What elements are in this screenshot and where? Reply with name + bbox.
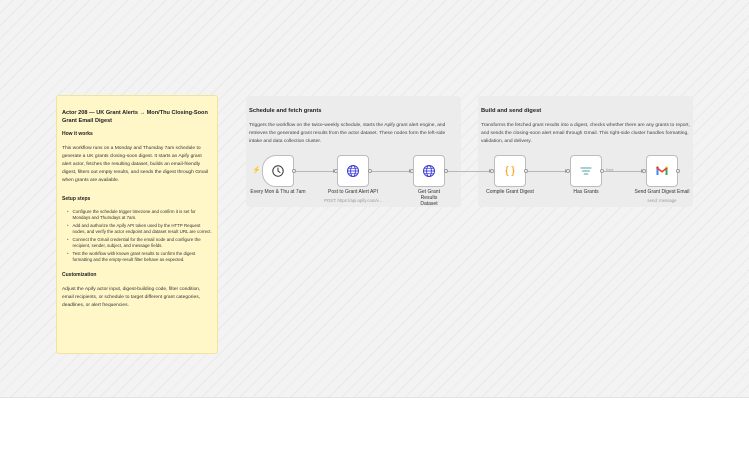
node-get-grant-results[interactable] [413,155,445,187]
filter-icon [579,164,593,178]
note-how-heading: How it works [62,131,93,138]
output-port[interactable] [444,169,448,173]
globe-icon [346,164,360,178]
note-setup-heading: Setup steps [62,195,91,202]
connection-line[interactable] [528,171,566,172]
code-braces-icon [503,164,517,178]
connection-line[interactable] [372,171,410,172]
node-sublabel: POST: https://api.apify.com/v... [323,198,383,203]
connection-line[interactable] [448,171,490,172]
note-how-text: This workflow runs on a Monday and Thursday 7am schedule to generate a UK grants closing-soon digest. It starts an Apify grant alert actor, fetches the resulting dataset, builds an email-friendly digest, filters out empty results, and sends the digest through Gmail when grants are available. [62,145,208,183]
output-port[interactable] [524,169,528,173]
node-label: Compile Grant Digest [486,189,534,195]
setup-step: • Add and authorize the Apify API token used by the HTTP Request nodes, and verify the actor endpoint and dataset result URL are correct. [72,223,212,234]
node-label: Every Mon & Thu at 7am [250,189,306,195]
node-post-grant-alert-api[interactable] [337,155,369,187]
connection-line[interactable] [296,171,334,172]
note-custom-heading: Customization [62,272,97,279]
note-title: Actor 208 — UK Grant Alerts → Mon/Thu Closing-Soon Grant Email Digest [62,110,208,124]
clock-icon [271,164,285,178]
group-title: Build and send digest [481,108,542,114]
globe-icon [422,164,436,178]
gmail-icon [655,164,669,178]
output-port[interactable] [292,169,296,173]
output-port[interactable] [676,169,680,173]
group-description: Transforms the fetched grant results into a digest, checks whether there are any grants to report, and sends the closing-soon alert email through Gmail. This right-side cluster handles formatting, validation, and delivery. [481,123,690,145]
node-label-text: Get Grant Results Dataset [418,189,440,207]
node-label: Send Grant Digest Email [634,189,690,195]
group-description: Triggers the workflow on the twice-weekly schedule, starts the Apify grant alert engine, and retrieves the generated grant results from the actor dataset. These nodes form the left-side intake and data collection cluster. [249,123,446,145]
node-send-gmail[interactable] [646,155,678,187]
node-compile-digest[interactable] [494,155,526,187]
setup-step: • Connect the Gmail credential for the email node and configure the recipient, sender, subject, and message fields. [72,237,212,248]
node-label [389,189,469,207]
setup-step: • Test the workflow with known grant results to confirm the digest formatting and the empty-result filter behave as expected. [72,251,212,262]
trigger-bolt-icon: ⚡ [252,167,261,174]
sticky-note[interactable] [56,95,218,354]
node-sublabel: send: message [647,198,677,203]
note-setup-list [62,209,212,262]
edge-label: Kept [606,168,614,172]
node-schedule-trigger[interactable] [262,155,294,187]
group-title: Schedule and fetch grants [249,108,322,114]
note-custom-text: Adjust the Apify actor input, digest-building code, filter condition, email recipients, or schedule to target different grant categories, deadlines, or alert frequencies. [62,286,201,308]
node-label: Post to Grant Alert API [327,189,379,195]
output-port[interactable] [600,169,604,173]
setup-step: • Configure the schedule trigger timezone and confirm it is set for Mondays and Thursdays at 7am. [72,209,212,220]
node-has-grants-filter[interactable] [570,155,602,187]
output-port[interactable] [368,169,372,173]
node-label: Has Grants [573,189,599,195]
